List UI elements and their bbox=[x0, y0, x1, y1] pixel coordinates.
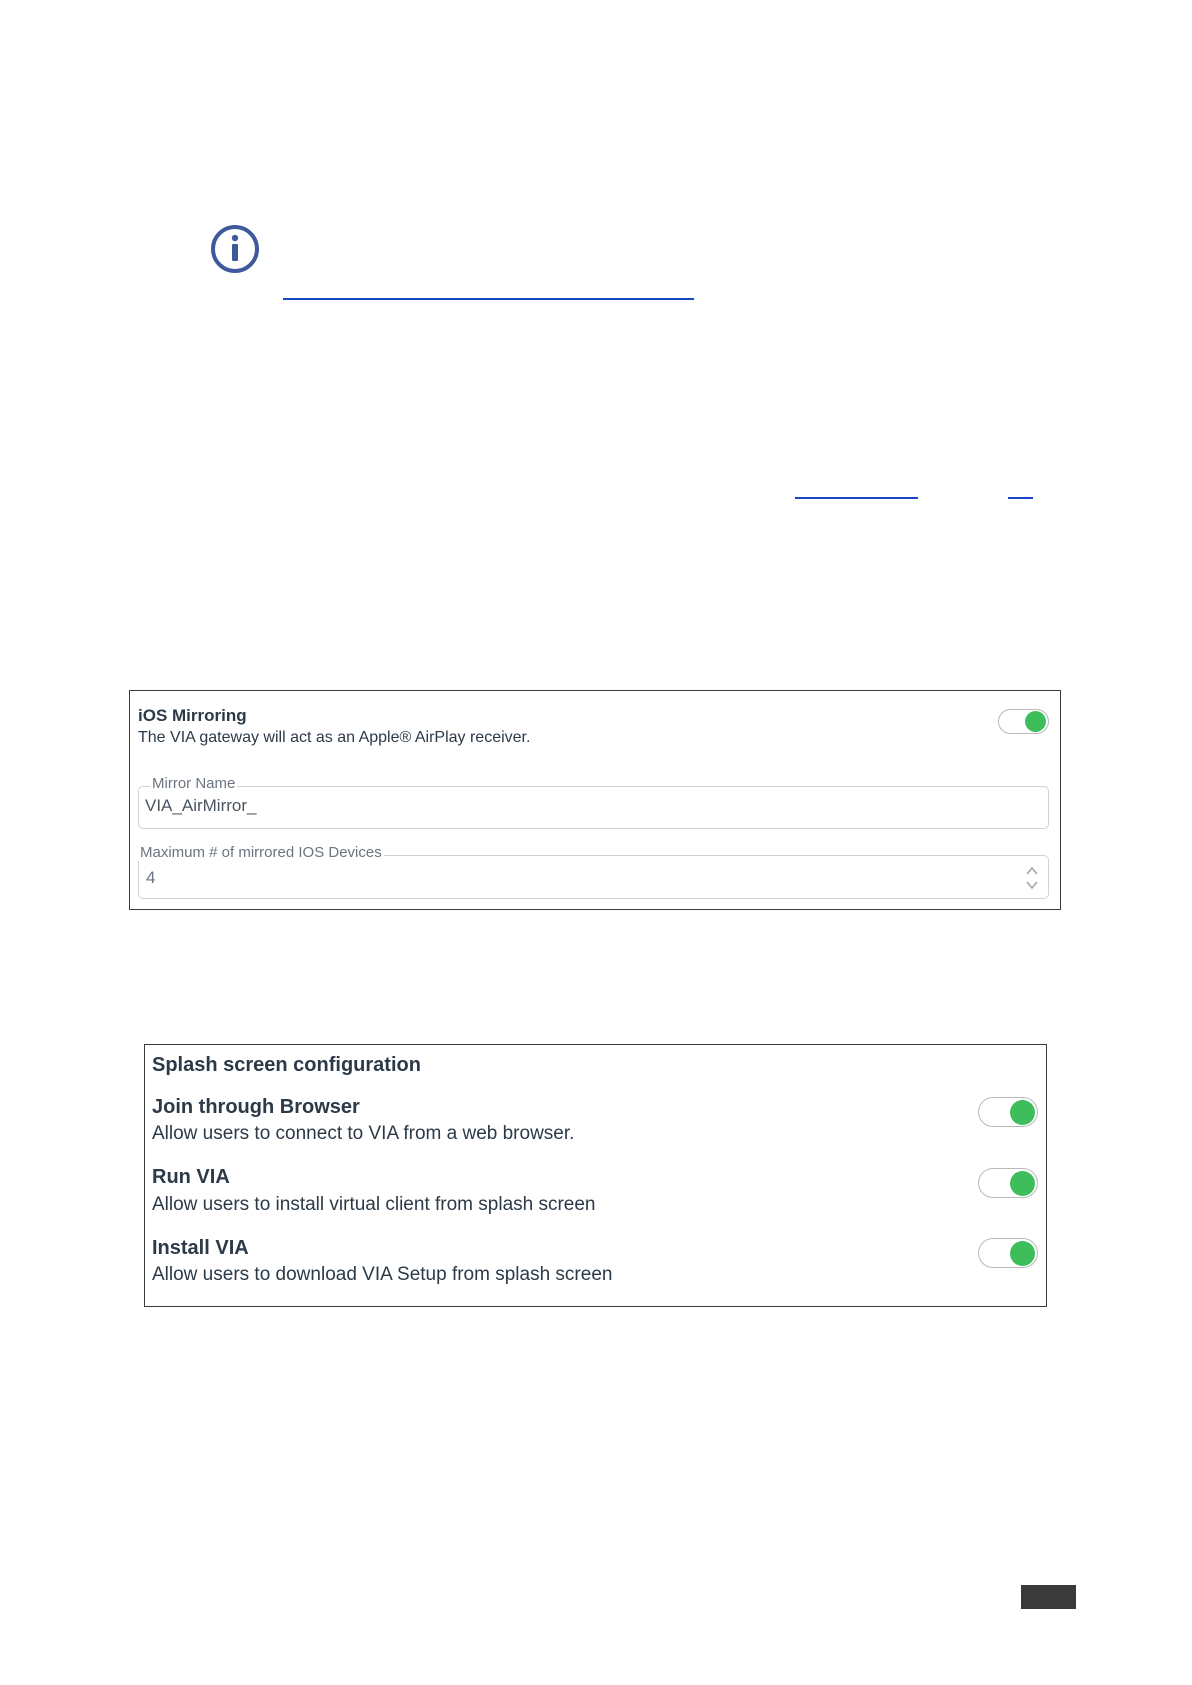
toggle-knob bbox=[1025, 711, 1046, 732]
section-link-underline[interactable] bbox=[795, 497, 918, 499]
join-browser-toggle[interactable] bbox=[978, 1097, 1038, 1127]
toggle-knob bbox=[1010, 1171, 1035, 1196]
page-number-tab bbox=[1021, 1585, 1076, 1609]
max-devices-field[interactable] bbox=[138, 855, 1049, 899]
note-link-underline[interactable] bbox=[283, 298, 694, 300]
install-via-title: Install VIA bbox=[152, 1237, 249, 1259]
max-devices-value: 4 bbox=[146, 868, 156, 887]
ios-mirroring-title: iOS Mirroring bbox=[138, 706, 247, 725]
mirror-name-label: Mirror Name bbox=[152, 775, 236, 792]
mirror-name-value: VIA_AirMirror_ bbox=[145, 796, 257, 815]
max-devices-label: Maximum # of mirrored IOS Devices bbox=[140, 844, 382, 861]
splash-config-title: Splash screen configuration bbox=[152, 1054, 421, 1076]
ios-mirroring-panel bbox=[129, 690, 1061, 910]
splash-config-panel bbox=[144, 1044, 1047, 1307]
ios-mirroring-toggle[interactable] bbox=[998, 709, 1049, 734]
run-via-title: Run VIA bbox=[152, 1166, 230, 1188]
stepper-arrows-icon[interactable] bbox=[1025, 865, 1039, 891]
run-via-description: Allow users to install virtual client from splash screen bbox=[152, 1194, 596, 1215]
toggle-knob bbox=[1010, 1241, 1035, 1266]
install-via-toggle[interactable] bbox=[978, 1238, 1038, 1268]
info-icon bbox=[209, 223, 261, 275]
mirror-name-field[interactable] bbox=[138, 786, 1049, 829]
ios-mirroring-description: The VIA gateway will act as an Apple® AirPlay receiver. bbox=[138, 729, 531, 746]
join-browser-description: Allow users to connect to VIA from a web browser. bbox=[152, 1123, 575, 1144]
join-browser-title: Join through Browser bbox=[152, 1096, 360, 1118]
page-link-underline[interactable] bbox=[1008, 497, 1033, 499]
run-via-toggle[interactable] bbox=[978, 1168, 1038, 1198]
toggle-knob bbox=[1010, 1100, 1035, 1125]
install-via-description: Allow users to download VIA Setup from splash screen bbox=[152, 1264, 613, 1285]
